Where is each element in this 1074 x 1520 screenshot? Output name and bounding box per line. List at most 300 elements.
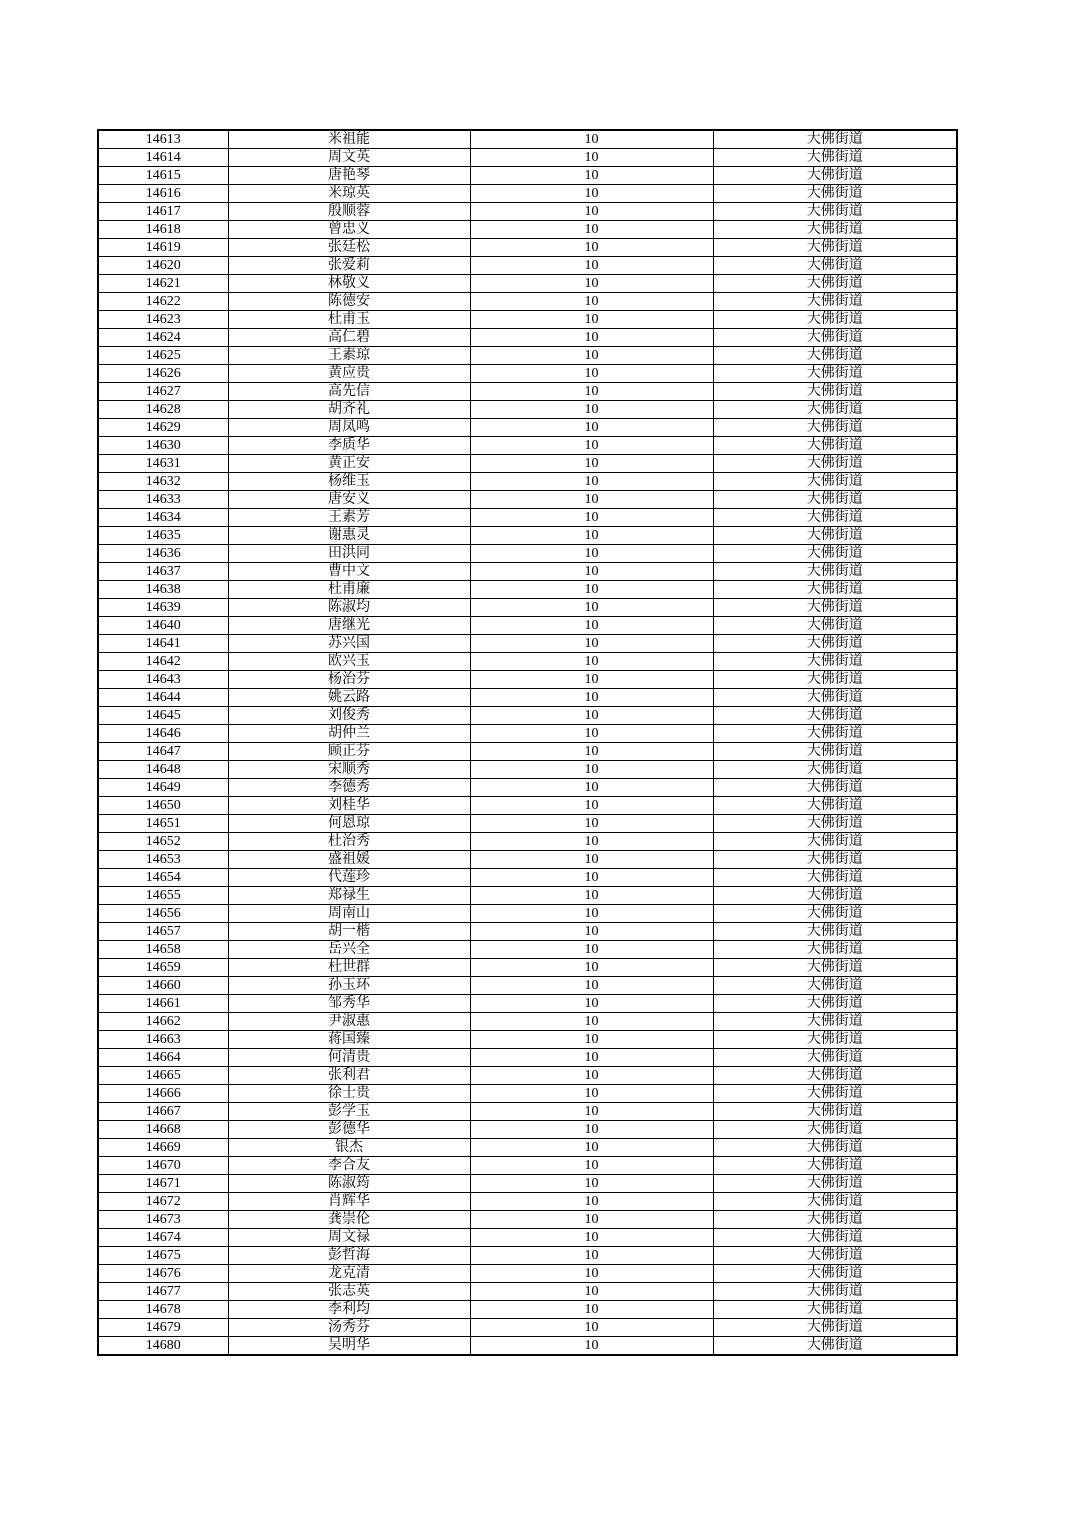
- cell-name: 米琼英: [228, 185, 470, 203]
- cell-district: 大佛街道: [713, 1229, 957, 1247]
- table-row: [98, 455, 957, 473]
- data-table: [97, 129, 958, 1356]
- cell-name: 彭哲海: [228, 1247, 470, 1265]
- cell-district: 大佛街道: [713, 635, 957, 653]
- cell-id: 14678: [98, 1301, 228, 1319]
- cell-id: 14654: [98, 869, 228, 887]
- cell-id: 14628: [98, 401, 228, 419]
- cell-amount: 10: [470, 239, 713, 257]
- cell-amount: 10: [470, 977, 713, 995]
- cell-id: 14680: [98, 1337, 228, 1356]
- cell-name: 曾忠义: [228, 221, 470, 239]
- cell-id: 14648: [98, 761, 228, 779]
- cell-name: 曹中文: [228, 563, 470, 581]
- cell-name: 胡一楷: [228, 923, 470, 941]
- cell-id: 14667: [98, 1103, 228, 1121]
- cell-amount: 10: [470, 167, 713, 185]
- cell-id: 14626: [98, 365, 228, 383]
- cell-id: 14618: [98, 221, 228, 239]
- cell-id: 14632: [98, 473, 228, 491]
- cell-id: 14670: [98, 1157, 228, 1175]
- cell-amount: 10: [470, 1301, 713, 1319]
- cell-id: 14663: [98, 1031, 228, 1049]
- cell-id: 14660: [98, 977, 228, 995]
- cell-district: 大佛街道: [713, 851, 957, 869]
- cell-amount: 10: [470, 1229, 713, 1247]
- cell-id: 14674: [98, 1229, 228, 1247]
- table-row: [98, 959, 957, 977]
- cell-amount: 10: [470, 1175, 713, 1193]
- cell-district: 大佛街道: [713, 491, 957, 509]
- cell-amount: 10: [470, 527, 713, 545]
- cell-district: 大佛街道: [713, 401, 957, 419]
- table-row: [98, 401, 957, 419]
- cell-amount: 10: [470, 383, 713, 401]
- cell-name: 米祖能: [228, 130, 470, 149]
- cell-amount: 10: [470, 329, 713, 347]
- cell-name: 林敬义: [228, 275, 470, 293]
- cell-name: 银杰: [228, 1139, 470, 1157]
- cell-name: 田洪同: [228, 545, 470, 563]
- table-row: [98, 275, 957, 293]
- cell-amount: 10: [470, 1319, 713, 1337]
- table-row: [98, 1049, 957, 1067]
- table-row: [98, 419, 957, 437]
- table-row: [98, 1121, 957, 1139]
- table-row: [98, 1265, 957, 1283]
- table-row: [98, 509, 957, 527]
- table-row: [98, 1319, 957, 1337]
- cell-id: 14627: [98, 383, 228, 401]
- cell-amount: 10: [470, 941, 713, 959]
- table-row: [98, 689, 957, 707]
- cell-district: 大佛街道: [713, 581, 957, 599]
- table-row: [98, 545, 957, 563]
- table-row: [98, 743, 957, 761]
- cell-id: 14664: [98, 1049, 228, 1067]
- cell-id: 14666: [98, 1085, 228, 1103]
- table-row: [98, 995, 957, 1013]
- cell-name: 王素芳: [228, 509, 470, 527]
- cell-amount: 10: [470, 509, 713, 527]
- cell-id: 14677: [98, 1283, 228, 1301]
- cell-district: 大佛街道: [713, 527, 957, 545]
- cell-name: 谢惠灵: [228, 527, 470, 545]
- cell-amount: 10: [470, 581, 713, 599]
- cell-name: 王素琼: [228, 347, 470, 365]
- cell-amount: 10: [470, 1265, 713, 1283]
- cell-name: 周文禄: [228, 1229, 470, 1247]
- cell-id: 14646: [98, 725, 228, 743]
- cell-id: 14635: [98, 527, 228, 545]
- cell-district: 大佛街道: [713, 221, 957, 239]
- cell-name: 彭德华: [228, 1121, 470, 1139]
- cell-id: 14658: [98, 941, 228, 959]
- table-row: [98, 653, 957, 671]
- cell-amount: 10: [470, 563, 713, 581]
- table-row: [98, 1229, 957, 1247]
- cell-name: 陈淑筠: [228, 1175, 470, 1193]
- cell-district: 大佛街道: [713, 1067, 957, 1085]
- table-row: [98, 725, 957, 743]
- table-row: [98, 1103, 957, 1121]
- cell-district: 大佛街道: [713, 797, 957, 815]
- cell-id: 14652: [98, 833, 228, 851]
- cell-name: 欧兴玉: [228, 653, 470, 671]
- cell-amount: 10: [470, 599, 713, 617]
- cell-name: 蒋国臻: [228, 1031, 470, 1049]
- cell-district: 大佛街道: [713, 473, 957, 491]
- cell-district: 大佛街道: [713, 995, 957, 1013]
- cell-id: 14679: [98, 1319, 228, 1337]
- cell-id: 14629: [98, 419, 228, 437]
- table-row: [98, 149, 957, 167]
- cell-amount: 10: [470, 671, 713, 689]
- cell-district: 大佛街道: [713, 1049, 957, 1067]
- cell-name: 李质华: [228, 437, 470, 455]
- table-row: [98, 797, 957, 815]
- cell-name: 张利君: [228, 1067, 470, 1085]
- table-row: [98, 869, 957, 887]
- cell-name: 高先信: [228, 383, 470, 401]
- cell-district: 大佛街道: [713, 743, 957, 761]
- table-row: [98, 1247, 957, 1265]
- cell-amount: 10: [470, 1283, 713, 1301]
- cell-district: 大佛街道: [713, 671, 957, 689]
- cell-name: 陈德安: [228, 293, 470, 311]
- cell-amount: 10: [470, 401, 713, 419]
- cell-name: 邹秀华: [228, 995, 470, 1013]
- cell-id: 14649: [98, 779, 228, 797]
- cell-amount: 10: [470, 1337, 713, 1356]
- table-row: [98, 130, 957, 149]
- table-row: [98, 1193, 957, 1211]
- table-row: [98, 941, 957, 959]
- cell-name: 张志英: [228, 1283, 470, 1301]
- table-row: [98, 1157, 957, 1175]
- cell-id: 14672: [98, 1193, 228, 1211]
- cell-name: 刘桂华: [228, 797, 470, 815]
- cell-amount: 10: [470, 293, 713, 311]
- cell-name: 唐继光: [228, 617, 470, 635]
- cell-id: 14673: [98, 1211, 228, 1229]
- cell-district: 大佛街道: [713, 545, 957, 563]
- cell-amount: 10: [470, 455, 713, 473]
- cell-district: 大佛街道: [713, 437, 957, 455]
- cell-amount: 10: [470, 1013, 713, 1031]
- cell-amount: 10: [470, 725, 713, 743]
- cell-district: 大佛街道: [713, 239, 957, 257]
- cell-district: 大佛街道: [713, 1319, 957, 1337]
- cell-amount: 10: [470, 1085, 713, 1103]
- cell-district: 大佛街道: [713, 275, 957, 293]
- cell-amount: 10: [470, 1121, 713, 1139]
- cell-name: 杜世群: [228, 959, 470, 977]
- cell-name: 黄正安: [228, 455, 470, 473]
- cell-amount: 10: [470, 1247, 713, 1265]
- cell-district: 大佛街道: [713, 1013, 957, 1031]
- cell-district: 大佛街道: [713, 1121, 957, 1139]
- cell-id: 14645: [98, 707, 228, 725]
- cell-district: 大佛街道: [713, 761, 957, 779]
- cell-district: 大佛街道: [713, 1283, 957, 1301]
- cell-name: 刘俊秀: [228, 707, 470, 725]
- cell-amount: 10: [470, 1193, 713, 1211]
- cell-amount: 10: [470, 743, 713, 761]
- cell-amount: 10: [470, 130, 713, 149]
- cell-id: 14662: [98, 1013, 228, 1031]
- cell-id: 14657: [98, 923, 228, 941]
- cell-amount: 10: [470, 1103, 713, 1121]
- cell-name: 陈淑均: [228, 599, 470, 617]
- cell-id: 14625: [98, 347, 228, 365]
- cell-id: 14614: [98, 149, 228, 167]
- cell-id: 14637: [98, 563, 228, 581]
- cell-id: 14651: [98, 815, 228, 833]
- cell-district: 大佛街道: [713, 185, 957, 203]
- cell-district: 大佛街道: [713, 329, 957, 347]
- cell-district: 大佛街道: [713, 311, 957, 329]
- cell-name: 周凤鸣: [228, 419, 470, 437]
- table-row: [98, 1013, 957, 1031]
- cell-name: 杜甫廉: [228, 581, 470, 599]
- table-row: [98, 1301, 957, 1319]
- cell-amount: 10: [470, 1211, 713, 1229]
- table-row: [98, 599, 957, 617]
- cell-name: 唐艳琴: [228, 167, 470, 185]
- cell-district: 大佛街道: [713, 869, 957, 887]
- cell-amount: 10: [470, 689, 713, 707]
- cell-name: 代莲珍: [228, 869, 470, 887]
- table-row: [98, 329, 957, 347]
- cell-amount: 10: [470, 545, 713, 563]
- cell-amount: 10: [470, 311, 713, 329]
- table-row: [98, 311, 957, 329]
- cell-amount: 10: [470, 149, 713, 167]
- cell-id: 14656: [98, 905, 228, 923]
- cell-amount: 10: [470, 851, 713, 869]
- table-row: [98, 347, 957, 365]
- cell-name: 尹淑惠: [228, 1013, 470, 1031]
- cell-name: 徐士贵: [228, 1085, 470, 1103]
- cell-name: 孙玉环: [228, 977, 470, 995]
- cell-district: 大佛街道: [713, 1139, 957, 1157]
- cell-district: 大佛街道: [713, 455, 957, 473]
- cell-id: 14671: [98, 1175, 228, 1193]
- cell-name: 姚云路: [228, 689, 470, 707]
- cell-name: 汤秀芬: [228, 1319, 470, 1337]
- cell-name: 李合友: [228, 1157, 470, 1175]
- cell-id: 14643: [98, 671, 228, 689]
- cell-id: 14644: [98, 689, 228, 707]
- cell-id: 14675: [98, 1247, 228, 1265]
- table-row: [98, 167, 957, 185]
- cell-name: 顾正芬: [228, 743, 470, 761]
- cell-district: 大佛街道: [713, 1301, 957, 1319]
- cell-district: 大佛街道: [713, 383, 957, 401]
- table-row: [98, 833, 957, 851]
- table-row: [98, 761, 957, 779]
- cell-amount: 10: [470, 1157, 713, 1175]
- table-row: [98, 707, 957, 725]
- cell-id: 14633: [98, 491, 228, 509]
- cell-id: 14638: [98, 581, 228, 599]
- cell-id: 14655: [98, 887, 228, 905]
- cell-amount: 10: [470, 869, 713, 887]
- cell-name: 周南山: [228, 905, 470, 923]
- table-row: [98, 491, 957, 509]
- table-row: [98, 383, 957, 401]
- cell-amount: 10: [470, 185, 713, 203]
- cell-name: 张爱莉: [228, 257, 470, 275]
- cell-amount: 10: [470, 707, 713, 725]
- table-row: [98, 1283, 957, 1301]
- cell-amount: 10: [470, 779, 713, 797]
- cell-id: 14624: [98, 329, 228, 347]
- cell-name: 周文英: [228, 149, 470, 167]
- cell-id: 14639: [98, 599, 228, 617]
- table-row: [98, 617, 957, 635]
- table-row: [98, 1337, 957, 1356]
- cell-amount: 10: [470, 617, 713, 635]
- table-row: [98, 563, 957, 581]
- cell-amount: 10: [470, 347, 713, 365]
- cell-district: 大佛街道: [713, 905, 957, 923]
- table-row: [98, 905, 957, 923]
- table-row: [98, 221, 957, 239]
- cell-district: 大佛街道: [713, 599, 957, 617]
- cell-amount: 10: [470, 437, 713, 455]
- cell-id: 14613: [98, 130, 228, 149]
- table-row: [98, 815, 957, 833]
- table-row: [98, 1031, 957, 1049]
- cell-district: 大佛街道: [713, 1211, 957, 1229]
- cell-id: 14642: [98, 653, 228, 671]
- cell-id: 14653: [98, 851, 228, 869]
- cell-amount: 10: [470, 815, 713, 833]
- cell-name: 宋顺秀: [228, 761, 470, 779]
- cell-amount: 10: [470, 419, 713, 437]
- cell-amount: 10: [470, 653, 713, 671]
- cell-amount: 10: [470, 365, 713, 383]
- cell-id: 14650: [98, 797, 228, 815]
- cell-name: 盛祖媛: [228, 851, 470, 869]
- cell-district: 大佛街道: [713, 257, 957, 275]
- cell-district: 大佛街道: [713, 419, 957, 437]
- cell-amount: 10: [470, 887, 713, 905]
- document-sheet: [97, 129, 956, 1356]
- cell-name: 胡仲兰: [228, 725, 470, 743]
- table-body: [98, 130, 957, 1355]
- cell-name: 杜治秀: [228, 833, 470, 851]
- table-row: [98, 1139, 957, 1157]
- table-row: [98, 473, 957, 491]
- cell-id: 14636: [98, 545, 228, 563]
- cell-name: 龙克清: [228, 1265, 470, 1283]
- table-row: [98, 437, 957, 455]
- cell-district: 大佛街道: [713, 779, 957, 797]
- table-row: [98, 239, 957, 257]
- cell-district: 大佛街道: [713, 563, 957, 581]
- cell-name: 何恩琼: [228, 815, 470, 833]
- cell-amount: 10: [470, 959, 713, 977]
- cell-amount: 10: [470, 833, 713, 851]
- table-row: [98, 923, 957, 941]
- table-row: [98, 1175, 957, 1193]
- cell-name: 唐安义: [228, 491, 470, 509]
- cell-name: 苏兴国: [228, 635, 470, 653]
- table-row: [98, 365, 957, 383]
- cell-amount: 10: [470, 221, 713, 239]
- cell-amount: 10: [470, 923, 713, 941]
- cell-id: 14659: [98, 959, 228, 977]
- cell-district: 大佛街道: [713, 1265, 957, 1283]
- table-row: [98, 671, 957, 689]
- cell-name: 何清贵: [228, 1049, 470, 1067]
- cell-district: 大佛街道: [713, 509, 957, 527]
- cell-amount: 10: [470, 491, 713, 509]
- cell-district: 大佛街道: [713, 1085, 957, 1103]
- cell-id: 14623: [98, 311, 228, 329]
- cell-amount: 10: [470, 1031, 713, 1049]
- cell-district: 大佛街道: [713, 1031, 957, 1049]
- cell-id: 14619: [98, 239, 228, 257]
- cell-amount: 10: [470, 995, 713, 1013]
- cell-amount: 10: [470, 257, 713, 275]
- cell-district: 大佛街道: [713, 977, 957, 995]
- table-row: [98, 851, 957, 869]
- cell-name: 肖辉华: [228, 1193, 470, 1211]
- cell-id: 14641: [98, 635, 228, 653]
- cell-district: 大佛街道: [713, 617, 957, 635]
- cell-id: 14647: [98, 743, 228, 761]
- table-row: [98, 527, 957, 545]
- cell-district: 大佛街道: [713, 203, 957, 221]
- cell-id: 14631: [98, 455, 228, 473]
- cell-amount: 10: [470, 905, 713, 923]
- cell-name: 岳兴全: [228, 941, 470, 959]
- cell-id: 14617: [98, 203, 228, 221]
- cell-id: 14661: [98, 995, 228, 1013]
- table-row: [98, 185, 957, 203]
- cell-name: 吴明华: [228, 1337, 470, 1356]
- cell-id: 14669: [98, 1139, 228, 1157]
- cell-name: 杜甫玉: [228, 311, 470, 329]
- cell-amount: 10: [470, 635, 713, 653]
- cell-district: 大佛街道: [713, 689, 957, 707]
- table-row: [98, 1085, 957, 1103]
- cell-amount: 10: [470, 1139, 713, 1157]
- table-row: [98, 257, 957, 275]
- table-row: [98, 581, 957, 599]
- cell-district: 大佛街道: [713, 1175, 957, 1193]
- cell-id: 14616: [98, 185, 228, 203]
- table-row: [98, 887, 957, 905]
- cell-amount: 10: [470, 797, 713, 815]
- cell-district: 大佛街道: [713, 1337, 957, 1356]
- cell-district: 大佛街道: [713, 130, 957, 149]
- table-row: [98, 1211, 957, 1229]
- cell-district: 大佛街道: [713, 815, 957, 833]
- cell-district: 大佛街道: [713, 149, 957, 167]
- cell-district: 大佛街道: [713, 167, 957, 185]
- cell-amount: 10: [470, 275, 713, 293]
- cell-district: 大佛街道: [713, 887, 957, 905]
- cell-id: 14640: [98, 617, 228, 635]
- cell-district: 大佛街道: [713, 1193, 957, 1211]
- cell-id: 14634: [98, 509, 228, 527]
- cell-district: 大佛街道: [713, 707, 957, 725]
